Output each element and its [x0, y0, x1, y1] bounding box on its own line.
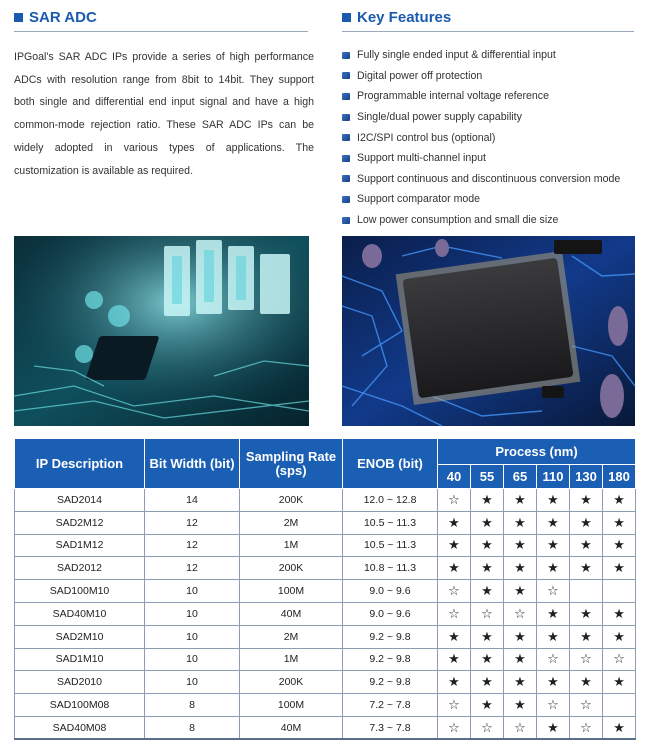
enob-cell: 10.5 ~ 11.3: [343, 511, 438, 534]
feature-text: Low power consumption and small die size: [357, 214, 559, 227]
bullet-icon: [342, 52, 350, 59]
process-support-cell: ☆: [438, 716, 471, 739]
process-support-cell: ☆: [537, 648, 570, 671]
sar-adc-spec-table: [14, 438, 636, 740]
process-support-cell: ☆: [471, 602, 504, 625]
ip-cell: SAD100M10: [15, 580, 145, 603]
process-support-cell: ★: [504, 557, 537, 580]
bullet-icon: [342, 93, 350, 100]
bit-width-cell: 10: [145, 625, 240, 648]
sar-adc-heading: [14, 9, 97, 26]
bit-width-cell: 12: [145, 534, 240, 557]
ip-cell: SAD40M08: [15, 716, 145, 739]
col-process-110: 110: [537, 465, 570, 489]
bullet-icon: [342, 72, 350, 79]
enob-cell: 9.2 ~ 9.8: [343, 648, 438, 671]
ip-cell: SAD2014: [15, 489, 145, 512]
spec-table-body: [15, 489, 636, 740]
process-support-cell: ★: [438, 534, 471, 557]
process-support-cell: ★: [603, 557, 636, 580]
process-support-cell: ☆: [504, 602, 537, 625]
process-support-cell: ★: [603, 489, 636, 512]
col-sampling-rate: Sampling Rate (sps): [240, 439, 343, 489]
bit-width-cell: 8: [145, 694, 240, 717]
ip-cell: SAD2M10: [15, 625, 145, 648]
process-support-cell: ★: [570, 557, 603, 580]
process-support-cell: ☆: [570, 648, 603, 671]
feature-text: Support comparator mode: [357, 193, 481, 206]
process-support-cell: ★: [570, 511, 603, 534]
sampling-rate-cell: 1M: [240, 648, 343, 671]
table-row: [15, 648, 636, 671]
table-row: [15, 489, 636, 512]
key-features-heading: [342, 9, 451, 26]
sampling-rate-cell: 200K: [240, 489, 343, 512]
process-support-cell: ★: [504, 694, 537, 717]
process-support-cell: ★: [504, 625, 537, 648]
enob-cell: 12.0 ~ 12.8: [343, 489, 438, 512]
process-support-cell: ☆: [438, 694, 471, 717]
ip-cell: SAD2012: [15, 557, 145, 580]
enob-cell: 10.5 ~ 11.3: [343, 534, 438, 557]
bit-width-cell: 10: [145, 648, 240, 671]
process-support-cell: ★: [603, 602, 636, 625]
ip-cell: SAD2010: [15, 671, 145, 694]
table-row: [15, 671, 636, 694]
process-support-cell: ★: [603, 671, 636, 694]
process-support-cell: [603, 694, 636, 717]
sampling-rate-cell: 2M: [240, 625, 343, 648]
process-support-cell: ★: [537, 534, 570, 557]
feature-item: [342, 127, 642, 148]
process-support-cell: [603, 580, 636, 603]
sampling-rate-cell: 200K: [240, 671, 343, 694]
enob-cell: 9.2 ~ 9.8: [343, 671, 438, 694]
feature-list: [342, 45, 642, 230]
key-features-title: Key Features: [357, 9, 452, 26]
heading-square-icon: [14, 13, 23, 22]
process-support-cell: [570, 580, 603, 603]
process-support-cell: ★: [504, 489, 537, 512]
process-support-cell: ★: [603, 511, 636, 534]
bullet-icon: [342, 196, 350, 203]
heading-divider: [14, 31, 308, 32]
process-support-cell: ☆: [438, 580, 471, 603]
bullet-icon: [342, 217, 350, 224]
intro-paragraph: IPGoal's SAR ADC IPs provide a series of high performance ADCs with resolution range from 8bit to 14bit. They support both single and differential end input signal and have a high common-mode rejection ratio. These SAR ADC IPs can be widely adopted in various types of applications. The customization is available as required.: [14, 51, 314, 177]
process-support-cell: ★: [570, 489, 603, 512]
col-process-40: 40: [438, 465, 471, 489]
feature-text: Fully single ended input & differential input: [357, 49, 556, 62]
feature-text: I2C/SPI control bus (optional): [357, 131, 496, 144]
feature-item: [342, 148, 642, 169]
sampling-rate-cell: 40M: [240, 716, 343, 739]
enob-cell: 7.3 ~ 7.8: [343, 716, 438, 739]
process-support-cell: ★: [438, 648, 471, 671]
enob-cell: 10.8 ~ 11.3: [343, 557, 438, 580]
enob-cell: 9.0 ~ 9.6: [343, 580, 438, 603]
process-support-cell: ☆: [471, 716, 504, 739]
col-process-130: 130: [570, 465, 603, 489]
process-support-cell: ☆: [537, 694, 570, 717]
feature-text: Programmable internal voltage reference: [357, 90, 549, 103]
process-support-cell: ★: [537, 557, 570, 580]
process-support-cell: ★: [570, 625, 603, 648]
sampling-rate-cell: 100M: [240, 580, 343, 603]
process-support-cell: ★: [438, 557, 471, 580]
feature-text: Single/dual power supply capability: [357, 111, 522, 124]
enob-cell: 9.0 ~ 9.6: [343, 602, 438, 625]
process-support-cell: ☆: [570, 694, 603, 717]
col-bit-width: Bit Width (bit): [145, 439, 240, 489]
process-support-cell: ★: [537, 489, 570, 512]
feature-item: [342, 86, 642, 107]
col-enob: ENOB (bit): [343, 439, 438, 489]
sampling-rate-cell: 200K: [240, 557, 343, 580]
process-support-cell: ★: [570, 671, 603, 694]
table-row: [15, 557, 636, 580]
process-support-cell: ★: [537, 716, 570, 739]
enob-cell: 9.2 ~ 9.8: [343, 625, 438, 648]
process-support-cell: ★: [603, 716, 636, 739]
feature-item: [342, 66, 642, 87]
process-support-cell: ★: [471, 580, 504, 603]
feature-text: Support multi-channel input: [357, 152, 486, 165]
process-support-cell: ★: [603, 625, 636, 648]
sampling-rate-cell: 100M: [240, 694, 343, 717]
feature-item: [342, 45, 642, 66]
feature-item: [342, 210, 642, 231]
bit-width-cell: 14: [145, 489, 240, 512]
process-support-cell: ☆: [438, 602, 471, 625]
col-process-55: 55: [471, 465, 504, 489]
process-support-cell: ★: [471, 625, 504, 648]
feature-text: Support continuous and discontinuous conversion mode: [357, 172, 621, 185]
ip-cell: SAD1M10: [15, 648, 145, 671]
table-row: [15, 694, 636, 717]
process-support-cell: ★: [471, 534, 504, 557]
ip-cell: SAD2M12: [15, 511, 145, 534]
col-process: Process (nm): [438, 439, 636, 465]
heading-square-icon: [342, 13, 351, 22]
bit-width-cell: 12: [145, 511, 240, 534]
process-support-cell: ★: [570, 602, 603, 625]
process-support-cell: ★: [504, 671, 537, 694]
process-support-cell: ★: [537, 625, 570, 648]
process-support-cell: ★: [438, 625, 471, 648]
ip-cell: SAD100M08: [15, 694, 145, 717]
process-support-cell: ★: [537, 671, 570, 694]
bullet-icon: [342, 134, 350, 141]
process-support-cell: ☆: [438, 489, 471, 512]
process-support-cell: ★: [471, 671, 504, 694]
sampling-rate-cell: 2M: [240, 511, 343, 534]
process-support-cell: ★: [438, 511, 471, 534]
col-process-65: 65: [504, 465, 537, 489]
sar-adc-title: SAR ADC: [29, 9, 97, 26]
feature-item: [342, 169, 642, 190]
process-support-cell: ☆: [603, 648, 636, 671]
feature-item: [342, 107, 642, 128]
chip-on-pcb-photo: [342, 236, 635, 426]
process-support-cell: ★: [471, 694, 504, 717]
process-support-cell: ★: [603, 534, 636, 557]
process-support-cell: ☆: [537, 580, 570, 603]
process-support-cell: ☆: [504, 716, 537, 739]
feature-text: Digital power off protection: [357, 69, 483, 82]
heading-divider: [342, 31, 634, 32]
col-ip-description: IP Description: [15, 439, 145, 489]
process-support-cell: ★: [537, 602, 570, 625]
bullet-icon: [342, 155, 350, 162]
feature-item: [342, 189, 642, 210]
circuit-board-photo: [14, 236, 309, 426]
bit-width-cell: 8: [145, 716, 240, 739]
sampling-rate-cell: 40M: [240, 602, 343, 625]
table-row: [15, 716, 636, 739]
table-row: [15, 580, 636, 603]
bit-width-cell: 10: [145, 580, 240, 603]
process-support-cell: ★: [438, 671, 471, 694]
process-support-cell: ★: [504, 648, 537, 671]
process-support-cell: ★: [537, 511, 570, 534]
bit-width-cell: 10: [145, 671, 240, 694]
ip-cell: SAD40M10: [15, 602, 145, 625]
table-row: [15, 625, 636, 648]
table-row: [15, 534, 636, 557]
bit-width-cell: 10: [145, 602, 240, 625]
sampling-rate-cell: 1M: [240, 534, 343, 557]
bullet-icon: [342, 114, 350, 121]
process-support-cell: ★: [504, 580, 537, 603]
process-support-cell: ★: [504, 534, 537, 557]
table-row: [15, 602, 636, 625]
table-row: [15, 511, 636, 534]
bit-width-cell: 12: [145, 557, 240, 580]
col-process-180: 180: [603, 465, 636, 489]
process-support-cell: ★: [504, 511, 537, 534]
process-support-cell: ★: [471, 511, 504, 534]
process-support-cell: ☆: [570, 716, 603, 739]
process-support-cell: ★: [570, 534, 603, 557]
process-support-cell: ★: [471, 557, 504, 580]
ip-cell: SAD1M12: [15, 534, 145, 557]
enob-cell: 7.2 ~ 7.8: [343, 694, 438, 717]
process-support-cell: ★: [471, 648, 504, 671]
bullet-icon: [342, 175, 350, 182]
process-support-cell: ★: [471, 489, 504, 512]
